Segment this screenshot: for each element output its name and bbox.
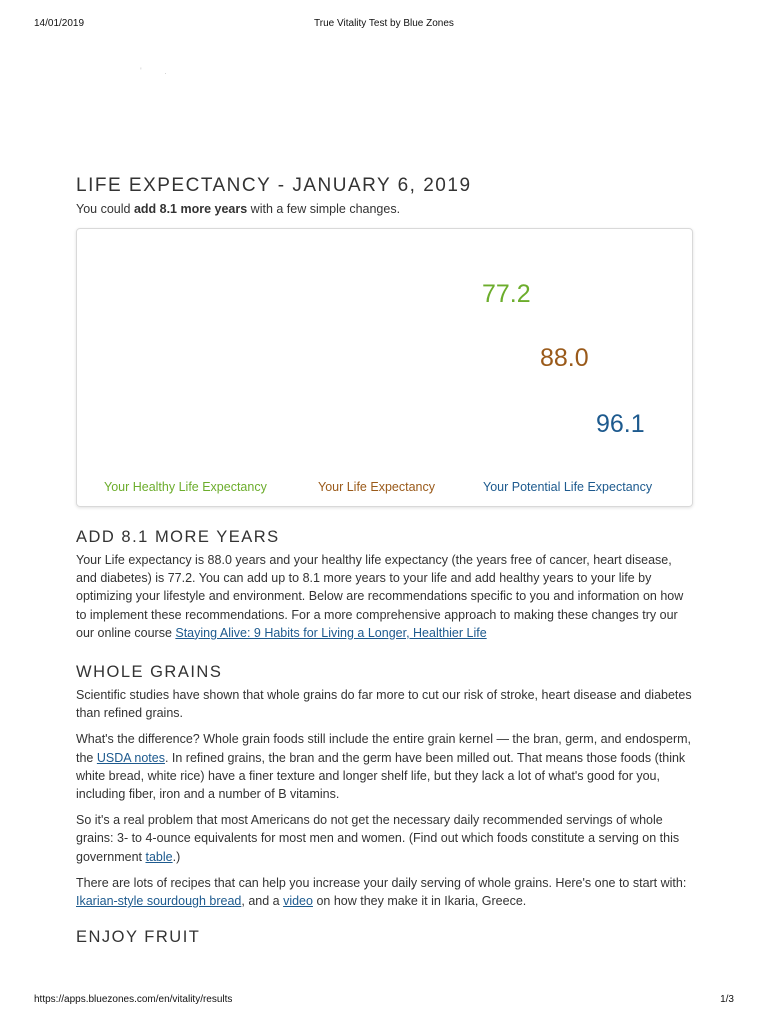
healthy-life-expectancy-value: 77.2 bbox=[482, 280, 531, 308]
whole-grains-paragraph-1: Scientific studies have shown that whole grains do far more to cut our risk of stroke, heart disease and diabetes than refined grains. bbox=[76, 688, 692, 721]
add-years-paragraph bbox=[76, 551, 693, 642]
print-footer bbox=[34, 994, 734, 1008]
life-expectancy-value: 88.0 bbox=[540, 344, 589, 372]
print-url: https://apps.bluezones.com/en/vitality/results bbox=[34, 994, 233, 1005]
healthy-life-expectancy-label: Your Healthy Life Expectancy bbox=[104, 480, 267, 494]
p3-text-before: So it's a real problem that most Americans do not get the necessary daily recommended servings of whole grains: 3- to 4-ounce equivalents for most men and women. (Find out which foods constitute a serving on this government bbox=[76, 813, 680, 864]
whole-grains-title: WHOLE GRAINS bbox=[76, 663, 223, 682]
video-link[interactable]: video bbox=[283, 894, 313, 909]
add-years-section bbox=[76, 526, 693, 642]
expectancy-card bbox=[76, 228, 693, 507]
life-expectancy-label: Your Life Expectancy bbox=[318, 480, 435, 494]
p3-text-after: .) bbox=[172, 849, 181, 864]
life-expectancy-title: LIFE EXPECTANCY - JANUARY 6, 2019 bbox=[76, 175, 472, 196]
p4-text-mid: , and a bbox=[241, 894, 284, 909]
p2-text-before: What's the difference? Whole grain foods still include the entire grain kernel — the bran, germ, and endosperm, the bbox=[76, 732, 691, 765]
add-years-text: Your Life expectancy is 88.0 years and your healthy life expectancy (the years free of cancer, heart disease, and diabetes) is 77.2. You can add up to 8.1 more years to your life and add healthy years to your life by optimizing your lifestyle and environment. Below are recommendations specific to you and information on how to implement these recommendations. For a more comprehensive approach to making these changes try our our online course bbox=[76, 553, 684, 640]
print-header bbox=[34, 18, 734, 32]
results-content bbox=[76, 174, 693, 948]
life-expectancy-subtitle bbox=[76, 201, 693, 217]
faint-marks: ' . bbox=[140, 66, 177, 76]
usda-notes-link[interactable]: USDA notes bbox=[96, 750, 165, 765]
p4-text-before: There are lots of recipes that can help you increase your daily serving of whole grains. Here's one to start with: bbox=[76, 875, 687, 890]
subtitle-text-after: with a few simple changes. bbox=[247, 202, 401, 216]
add-years-title: ADD 8.1 MORE YEARS bbox=[76, 528, 280, 546]
print-page-title: True Vitality Test by Blue Zones bbox=[314, 18, 454, 29]
potential-life-expectancy-label: Your Potential Life Expectancy bbox=[483, 480, 653, 494]
subtitle-text-before: You could bbox=[76, 202, 134, 216]
print-page-number: 1/3 bbox=[720, 994, 734, 1005]
enjoy-fruit-section bbox=[76, 926, 693, 948]
potential-life-expectancy-value: 96.1 bbox=[596, 410, 645, 438]
subtitle-bold: add 8.1 more years bbox=[133, 202, 248, 216]
whole-grains-section bbox=[76, 661, 693, 910]
p2-text-after: . In refined grains, the bran and the germ have been milled out. That means those foods (think white bread, white rice) have a finer texture and longer shelf life, but they lack a lot of what's good for you, including fiber, iron and a number of B vitamins. bbox=[76, 750, 686, 802]
whole-grains-paragraph-3 bbox=[76, 811, 693, 866]
whole-grains-paragraph-2 bbox=[76, 730, 693, 803]
government-table-link[interactable]: table bbox=[145, 849, 173, 864]
enjoy-fruit-title: ENJOY FRUIT bbox=[76, 928, 201, 947]
staying-alive-course-link[interactable]: Staying Alive: 9 Habits for Living a Longer, Healthier Life bbox=[175, 625, 487, 640]
sourdough-bread-link[interactable]: Ikarian-style sourdough bread bbox=[76, 894, 242, 909]
print-date: 14/01/2019 bbox=[34, 18, 85, 29]
whole-grains-paragraph-4 bbox=[76, 874, 693, 910]
p4-text-after: on how they make it in Ikaria, Greece. bbox=[312, 894, 527, 909]
